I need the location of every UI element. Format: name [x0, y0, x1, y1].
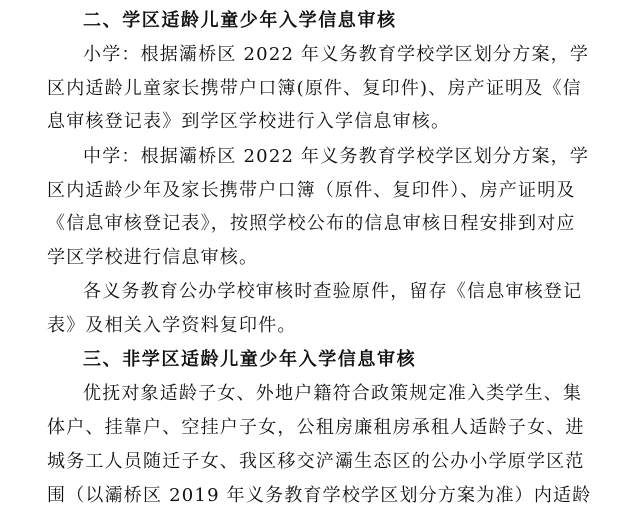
paragraph-line: 区内适龄儿童家长携带户口簿(原件、复印件)、房产证明及《信	[47, 78, 582, 99]
paragraph-line: 表》及相关入学资料复印件。	[47, 315, 297, 336]
paragraph-line: 小学：根据灞桥区 2022 年义务教育学校学区划分方案，学	[83, 44, 590, 65]
paragraph-line: 体户、挂靠户、空挂户子女，公租房廉租房承租人适龄子女、进	[47, 417, 585, 438]
paragraph-line: 各义务教育公办学校审核时查验原件，留存《信息审核登记	[83, 281, 583, 302]
paragraph-line: 《信息审核登记表》，按照学校公布的信息审核日程安排到对应	[47, 213, 576, 234]
paragraph-line: 中学：根据灞桥区 2022 年义务教育学校学区划分方案，学	[83, 146, 590, 167]
paragraph-line: 学区学校进行信息审核。	[47, 247, 259, 268]
paragraph-line: 优抚对象适龄子女、外地户籍符合政策规定准入类学生、集	[83, 383, 583, 404]
section-heading-2: 二、学区适龄儿童少年入学信息审核	[83, 10, 397, 31]
paragraph-line: 息审核登记表》到学区学校进行入学信息审核。	[47, 111, 451, 132]
paragraph-line: 区内适龄少年及家长携带户口簿（原件、复印件）、房产证明及	[47, 180, 576, 201]
paragraph-line: 围（以灞桥区 2019 年义务教育学校学区划分方案为准）内适龄	[47, 485, 592, 506]
section-heading-3: 三、非学区适龄儿童少年入学信息审核	[83, 349, 417, 370]
paragraph-line: 城务工人员随迁子女、我区移交浐灞生态区的公办小学原学区范	[47, 451, 585, 472]
